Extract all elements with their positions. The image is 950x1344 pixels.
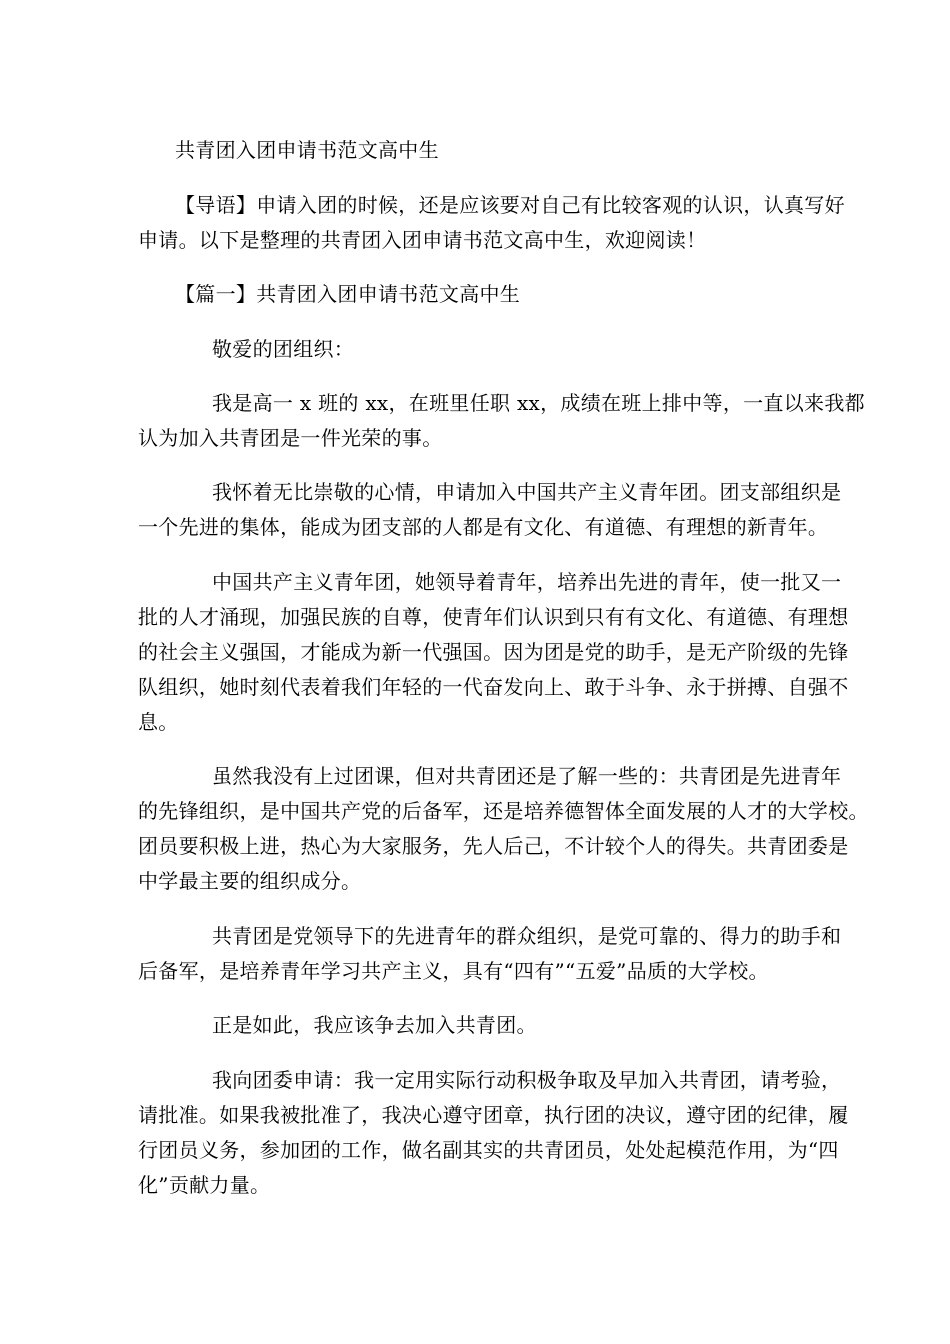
section-heading: 【篇一】共青团入团申请书范文高中生 <box>175 282 521 306</box>
paragraph-line: 的社会主义强国，才能成为新一代强国。因为团是党的助手，是无产阶级的先锋 <box>138 640 849 664</box>
paragraph-line: 我怀着无比崇敬的心情，申请加入中国共产主义青年团。团支部组织是 <box>212 480 842 504</box>
intro-line: 申请。以下是整理的共青团入团申请书范文高中生，欢迎阅读！ <box>138 228 707 252</box>
paragraph-line: 请批准。如果我被批准了，我决心遵守团章，执行团的决议，遵守团的纪律，履 <box>138 1103 849 1127</box>
document-title: 共青团入团申请书范文高中生 <box>175 138 439 162</box>
paragraph-line: 队组织，她时刻代表着我们年轻的一代奋发向上、敢于斗争、永于拼搏、自强不 <box>138 675 849 699</box>
paragraph-line: 化”贡献力量。 <box>138 1173 271 1197</box>
paragraph-line: 批的人才涌现，加强民族的自尊，使青年们认识到只有有文化、有道德、有理想 <box>138 605 849 629</box>
intro-line: 【导语】申请入团的时候，还是应该要对自己有比较客观的认识，认真写好 <box>175 193 845 217</box>
salutation: 敬爱的团组织： <box>212 337 355 361</box>
paragraph-line: 息。 <box>138 710 179 734</box>
paragraph-line: 我向团委申请：我一定用实际行动积极争取及早加入共青团，请考验， <box>212 1068 842 1092</box>
paragraph-line: 共青团是党领导下的先进青年的群众组织，是党可靠的、得力的助手和 <box>212 924 842 948</box>
paragraph-line: 中学最主要的组织成分。 <box>138 869 362 893</box>
paragraph-line: 后备军，是培养青年学习共产主义，具有“四有”“五爱”品质的大学校。 <box>138 959 769 983</box>
paragraph-line: 我是高一 x 班的 xx，在班里任职 xx，成绩在班上排中等，一直以来我都 <box>212 391 865 415</box>
paragraph-line: 一个先进的集体，能成为团支部的人都是有文化、有道德、有理想的新青年。 <box>138 515 829 539</box>
paragraph-line: 认为加入共青团是一件光荣的事。 <box>138 426 443 450</box>
paragraph-line: 行团员义务，参加团的工作，做名副其实的共青团员，处处起模范作用，为“四 <box>138 1138 839 1162</box>
paragraph-line: 的先锋组织，是中国共产党的后备军，还是培养德智体全面发展的人才的大学校。 <box>138 799 869 823</box>
paragraph-line: 中国共产主义青年团，她领导着青年，培养出先进的青年，使一批又一 <box>212 570 842 594</box>
paragraph-line: 正是如此，我应该争去加入共青团。 <box>212 1013 537 1037</box>
paragraph-line: 虽然我没有上过团课，但对共青团还是了解一些的：共青团是先进青年 <box>212 764 842 788</box>
paragraph-line: 团员要积极上进，热心为大家服务，先人后己，不计较个人的得失。共青团委是 <box>138 834 849 858</box>
